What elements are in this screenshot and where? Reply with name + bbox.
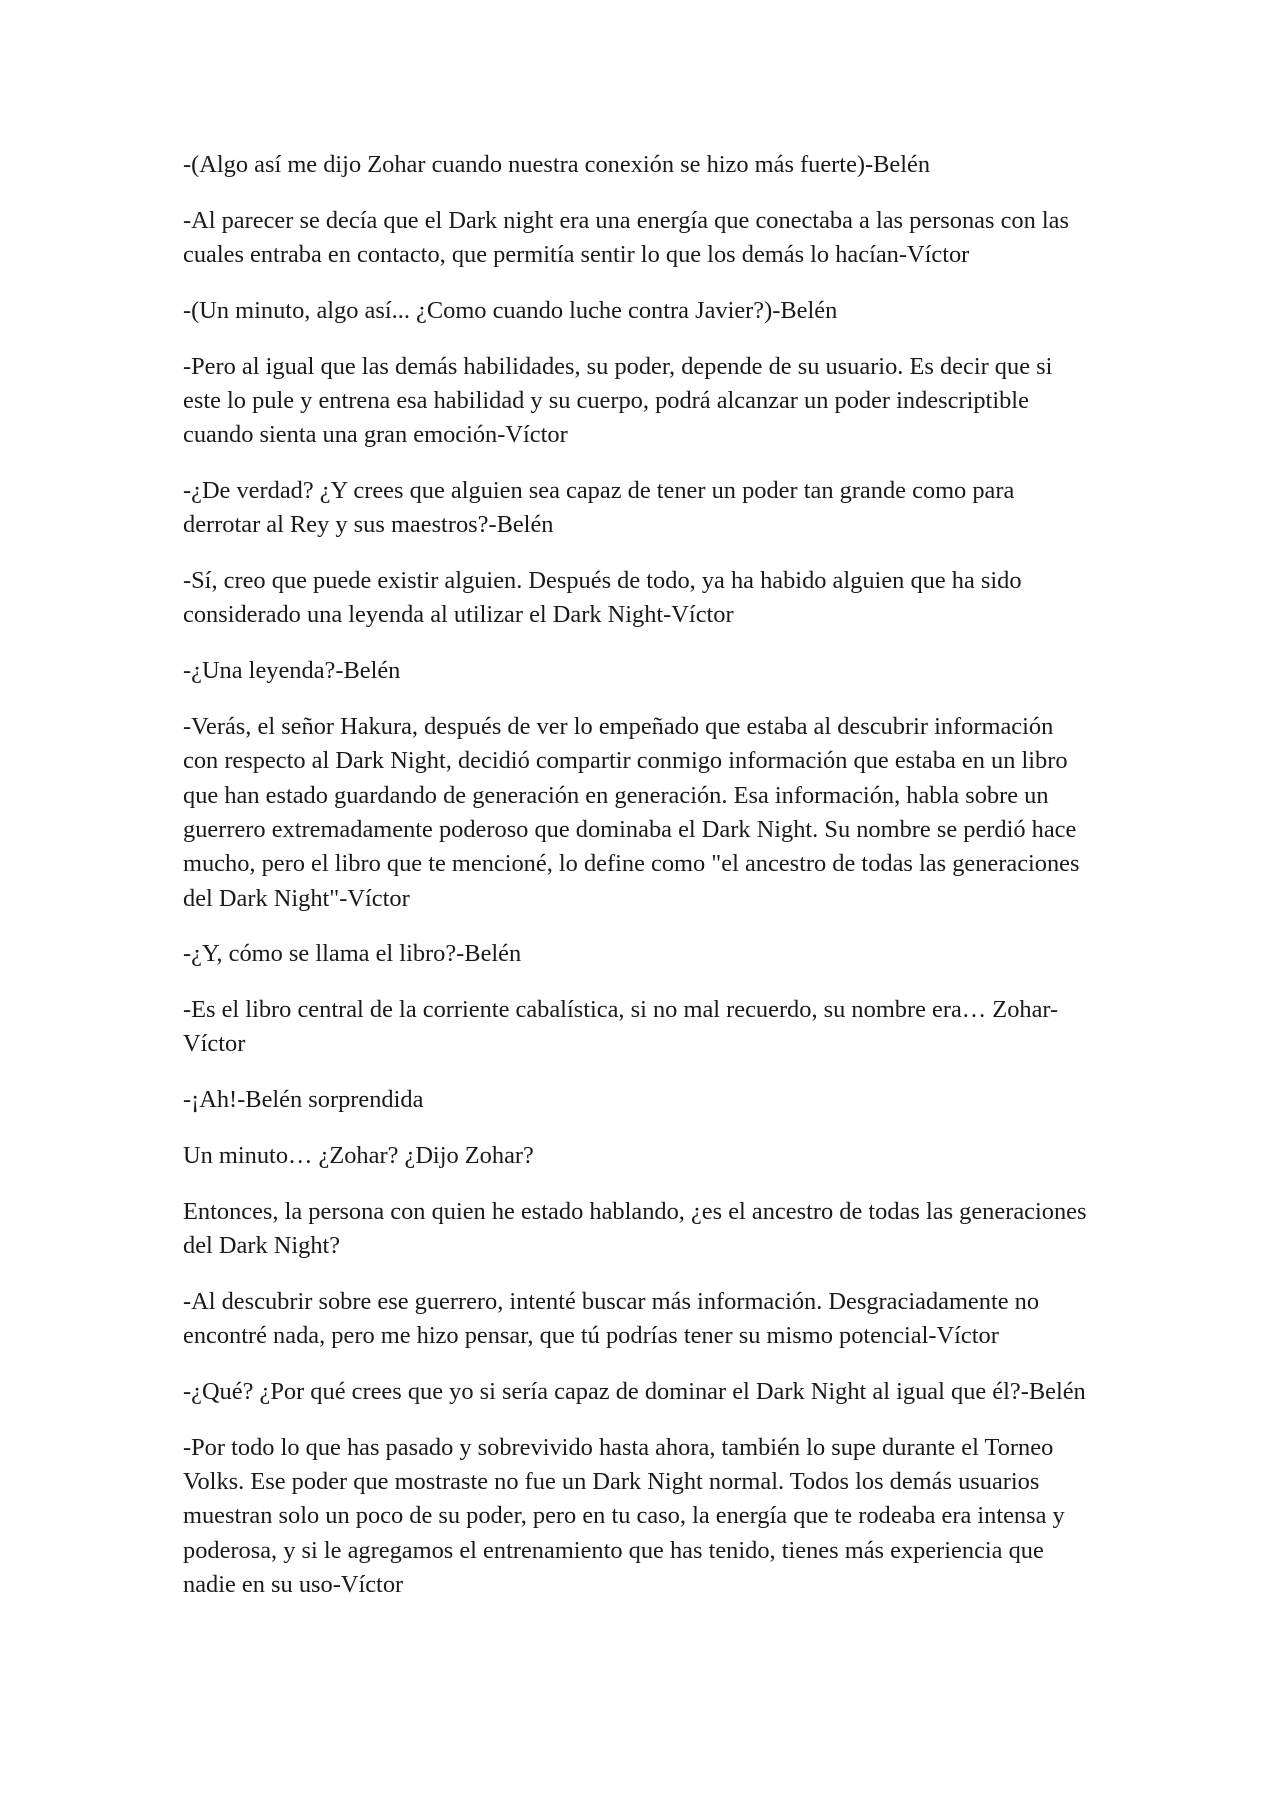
- paragraph-14: -Al descubrir sobre ese guerrero, intenté buscar más información. Desgraciadamente no encontré nada, pero me hizo pensar, que tú podrías tener su mismo potencial-Víctor: [183, 1287, 1040, 1350]
- paragraph-8: -Verás, el señor Hakura, después de ver lo empeñado que estaba al descubrir información con respecto al Dark Night, decidió compartir conmigo información que estaba en un libro que han estado guardando de generación en generación. Esa información, habla sobre un guerrero extremadamente poderoso que dominaba el Dark Night. Su nombre se perdió hace mucho, pero el libro que te mencioné, lo define como "el ancestro de todas las generaciones del Dark Night"-Víctor: [183, 713, 1080, 912]
- paragraph-5: -¿De verdad? ¿Y crees que alguien sea capaz de tener un poder tan grande como para derrotar al Rey y sus maestros?-Belén: [183, 477, 1015, 539]
- paragraph-11: -¡Ah!-Belén sorprendida: [183, 1086, 424, 1114]
- paragraph-9: -¿Y, cómo se llama el libro?-Belén: [183, 940, 522, 968]
- paragraph-1: -(Algo así me dijo Zohar cuando nuestra conexión se hizo más fuerte)-Belén: [183, 151, 931, 178]
- paragraph-3: -(Un minuto, algo así... ¿Como cuando luche contra Javier?)-Belén: [183, 296, 838, 324]
- paragraph-16: -Por todo lo que has pasado y sobrevivido hasta ahora, también lo supe durante el Torneo Volks. Ese poder que mostraste no fue un Dark Night normal. Todos los demás usuarios muestran solo un poco de su poder, pero en tu caso, la energía que te rodeaba era intensa y poderosa, y si le agregamos el entrenamiento que has tenido, tienes más experiencia que nadie en su uso-Víctor: [183, 1433, 1065, 1598]
- paragraph-2: -Al parecer se decía que el Dark night era una energía que conectaba a las personas con las cuales entraba en contacto, que permitía sentir lo que los demás lo hacían-Víctor: [183, 206, 1069, 269]
- paragraph-6: -Sí, creo que puede existir alguien. Después de todo, ya ha habido alguien que ha sido considerado una leyenda al utilizar el Dark Night-Víctor: [183, 567, 1022, 629]
- paragraph-10: -Es el libro central de la corriente cabalística, si no mal recuerdo, su nombre era… Zohar-Víctor: [183, 996, 1059, 1058]
- document-body: [183, 148, 1093, 1624]
- paragraph-7: -¿Una leyenda?-Belén: [183, 657, 401, 685]
- paragraph-12: Un minuto… ¿Zohar? ¿Dijo Zohar?: [183, 1142, 534, 1170]
- paragraph-15: -¿Qué? ¿Por qué crees que yo si sería capaz de dominar el Dark Night al igual que él?-Belén: [183, 1378, 1086, 1406]
- paragraph-13: Entonces, la persona con quien he estado hablando, ¿es el ancestro de todas las generaciones del Dark Night?: [183, 1197, 1087, 1260]
- paragraph-4: -Pero al igual que las demás habilidades, su poder, depende de su usuario. Es decir que si este lo pule y entrena esa habilidad y su cuerpo, podrá alcanzar un poder indescriptible cuando sienta una gran emoción-Víctor: [183, 352, 1053, 449]
